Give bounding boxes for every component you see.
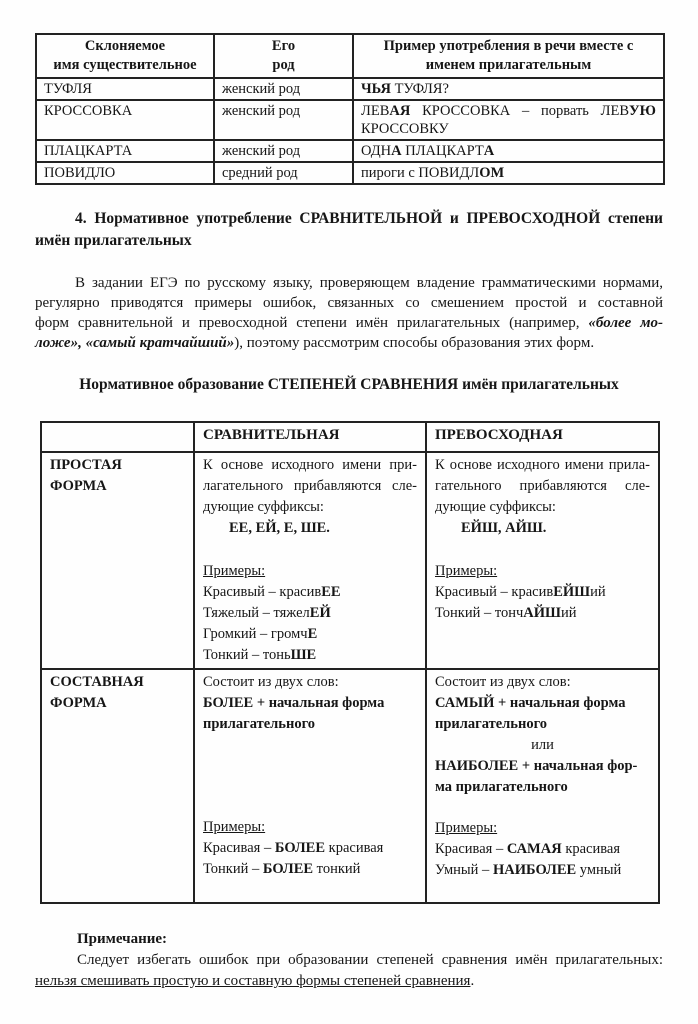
empty-corner-cell — [41, 422, 194, 452]
degrees-header-row — [41, 422, 659, 452]
spacer — [435, 798, 650, 818]
table-row — [36, 162, 664, 184]
noun-cell: ПОВИДЛО — [36, 162, 214, 184]
rule-text: К основе исходного имени прила- гательного прибавляются сле- дующие суффиксы: — [435, 457, 650, 515]
row-label-simple-form: ПРОСТАЯ ФОРМА — [41, 452, 194, 669]
note-title: Примечание: — [77, 931, 168, 947]
rule-text: Состоит из двух слов: БОЛЕЕ + начальная форма прилагательного — [203, 674, 385, 732]
compound-comparative-cell — [194, 669, 426, 903]
col-header-noun: Склоняемое имя существительное — [36, 34, 214, 78]
examples-label: Примеры: — [203, 819, 266, 835]
note-text: Следует избегать ошибок при образовании степеней сравнения имён прилагательных: нельзя смешивать простую и составную формы степеней сравнения. — [35, 952, 663, 989]
examples-list: Красивый – красивЕЕ Тяжелый – тяжелЕЙ Громкий – громчЕ Тонкий – тоньШЕ — [203, 584, 341, 663]
example-cell: ОДНА ПЛАЦКАРТА — [353, 140, 664, 162]
examples-label: Примеры: — [203, 563, 266, 579]
compound-form-row — [41, 669, 659, 903]
examples-label: Примеры: — [435, 820, 498, 836]
declension-table — [35, 33, 665, 185]
spacer — [435, 539, 650, 561]
example-cell: ЧЬЯ ТУФЛЯ? — [353, 78, 664, 100]
row-label-compound-form: СОСТАВНАЯ ФОРМА — [41, 669, 194, 903]
noun-cell: КРОССОВКА — [36, 100, 214, 140]
spacer — [203, 735, 417, 817]
note-section — [35, 929, 663, 992]
noun-cell: ТУФЛЯ — [36, 78, 214, 100]
table-row — [36, 78, 664, 100]
examples-list: Красивая – САМАЯ красивая Умный – НАИБОЛЕЕ умный — [435, 841, 622, 878]
table-row — [36, 100, 664, 140]
example-cell: ЛЕВАЯ КРОССОВКА – порвать ЛЕВУЮ КРОССОВКУ — [353, 100, 664, 140]
suffix-list: ЕЙШ, АЙШ. — [461, 520, 547, 536]
examples-list: Красивая – БОЛЕЕ красивая Тонкий – БОЛЕЕ тонкий — [203, 840, 384, 877]
gender-cell: женский род — [214, 140, 353, 162]
examples-list: Красивый – красивЕЙШий Тонкий – тончАЙШий — [435, 584, 606, 621]
simple-superlative-cell — [426, 452, 659, 669]
table-row — [36, 140, 664, 162]
intro-paragraph: В задании ЕГЭ по русскому языку, проверяющем владение грамматическими нормами, регулярно приводятся примеры ошибок, связанных со смешением простой и составной форм сравнительной и превосходной степени имён прилагательных (например, «более мо- ложе», «самый кратчайший»), поэтому рассмотрим способы образования этих форм. — [35, 275, 663, 351]
comparison-degrees-table — [40, 421, 660, 904]
section-heading: 4. Нормативное употребление СРАВНИТЕЛЬНОЙ и ПРЕВОСХОДНОЙ степени имён прилагательных — [35, 210, 663, 249]
examples-label: Примеры: — [435, 563, 498, 579]
col-header-superlative: ПРЕВОСХОДНАЯ — [426, 422, 659, 452]
rule-text: Состоит из двух слов: САМЫЙ + начальная форма прилагательного — [435, 674, 626, 732]
gender-cell: средний род — [214, 162, 353, 184]
simple-form-row — [41, 452, 659, 669]
col-header-example: Пример употребления в речи вместе с именем прилагательным — [353, 34, 664, 78]
rule-text-alt: НАИБОЛЕЕ + начальная фор- ма прилагательного — [435, 758, 638, 795]
suffix-list: ЕЕ, ЕЙ, Е, ШЕ. — [229, 520, 330, 536]
col-header-gender: Его род — [214, 34, 353, 78]
gender-cell: женский род — [214, 78, 353, 100]
col-header-comparative: СРАВНИТЕЛЬНАЯ — [194, 422, 426, 452]
rule-text: К основе исходного имени при- лагательного прибавляются сле- дующие суффиксы: — [203, 457, 417, 515]
noun-cell: ПЛАЦКАРТА — [36, 140, 214, 162]
example-cell: пироги с ПОВИДЛОМ — [353, 162, 664, 184]
spacer — [203, 539, 417, 561]
simple-comparative-cell — [194, 452, 426, 669]
declension-header-row — [36, 34, 664, 78]
or-word: или — [531, 737, 554, 753]
compound-superlative-cell — [426, 669, 659, 903]
gender-cell: женский род — [214, 100, 353, 140]
table-caption: Нормативное образование СТЕПЕНЕЙ СРАВНЕНИЯ имён прилагательных — [79, 376, 619, 393]
